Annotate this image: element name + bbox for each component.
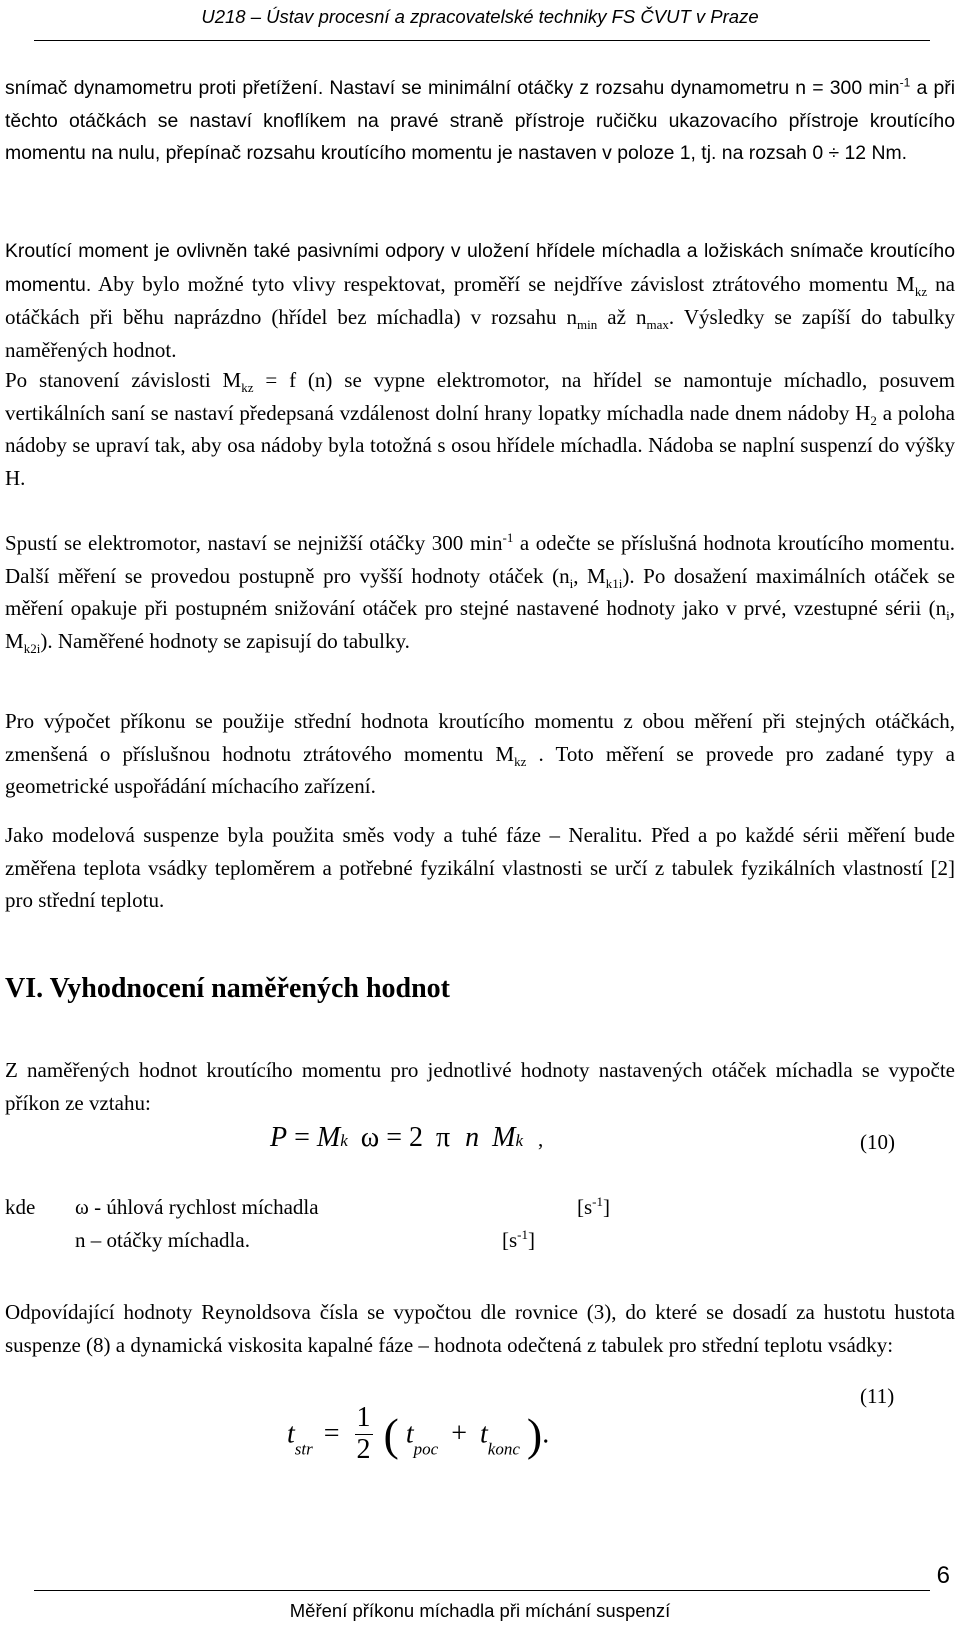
eq10-two: 2 [409, 1122, 424, 1153]
p4-sup: -1 [502, 530, 514, 545]
p4-text-a: Spustí se elektromotor, nastaví se nejnižší otáčky 300 min [5, 531, 503, 555]
equation-10 [270, 1122, 543, 1154]
p7-text-a: Z naměřených hodnot kroutícího momentu pro jednotlivé hodnoty nastavených otáček míchadla se vypočte příkon ze vztahu: [5, 1058, 955, 1115]
p2-text-e: . Výsledky se zapíší do tabulky naměřených hodnot. [5, 305, 955, 362]
equation-11 [287, 1403, 549, 1466]
n-unit-end: ] [528, 1228, 536, 1252]
p1-text-b: a při těchto otáčkách se nastaví knoflíkem na pravé straně přístroje ručičku ukazovacího přístroje kroutícího momentu na nulu, přepínač rozsahu kroutícího momentu je nastaven v poloze 1, tj. na rozsah 0 ÷ 12 Nm. [5, 77, 955, 165]
legend-n-unit [502, 1228, 535, 1253]
legend-omega-label: ω - úhlová rychlost míchadla [75, 1195, 319, 1219]
eq10-equals-2: = [386, 1122, 403, 1153]
p5-sub-kz: kz [514, 753, 527, 769]
p4-sub-i2: i [946, 608, 950, 624]
header-title: U218 – Ústav procesní a zpracovatelské techniky FS ČVUT v Praze [201, 6, 759, 27]
section-heading: VI. Vyhodnocení naměřených hodnot [5, 973, 450, 1004]
paragraph-1 [5, 72, 955, 170]
p1-sup: -1 [899, 75, 911, 90]
paragraph-8 [5, 1296, 955, 1361]
eq10-M: M [316, 1122, 341, 1153]
paragraph-7 [5, 1054, 955, 1119]
p2-text-c: na otáčkách při běhu naprázdno (hřídel bez míchadla) v rozsahu n [5, 271, 955, 330]
eq11-t-poc: t [405, 1418, 414, 1450]
p4-sub-i: i [569, 575, 574, 591]
eq10-M-2: M [492, 1122, 516, 1153]
p4-text-d: ). Po dosažení maximálních otáček se měření opakuje při postupném snižování otáček pro stejné nastavené hodnoty jako v prvé, vzestupné sérii (n [5, 563, 955, 621]
paragraph-4 [5, 527, 955, 657]
legend-omega-unit [577, 1195, 610, 1220]
eq10-k-sub-2: k [515, 1131, 524, 1150]
p5-text-a: Pro výpočet příkonu se použije střední hodnota kroutícího momentu z obou měření při stejných otáčkách, zmenšená o příslušnou hodnotu ztrátového momentu M [5, 709, 955, 766]
omega-unit-end: ] [603, 1195, 611, 1219]
eq11-period: . [542, 1418, 550, 1450]
n-unit-sup: -1 [517, 1227, 529, 1242]
footer-rule [34, 1590, 930, 1591]
eq11-equals: = [323, 1418, 340, 1450]
paragraph-2 [5, 234, 955, 366]
eq10-P: P [270, 1122, 288, 1153]
eq11-t-konc: t [480, 1418, 488, 1450]
p3-sub-kz: kz [241, 380, 254, 396]
p2-sub-max: max [646, 317, 669, 333]
eq11-number: (11) [860, 1384, 895, 1408]
paragraph-6 [5, 819, 955, 917]
p8-text-a: Odpovídající hodnoty Reynoldsova čísla se vypočtou dle rovnice (3), do které se dosadí za hustotu hustota suspenze (8) a dynamická viskosita kapalné fáze – hodnota odečtená z tabulek pro střední teplotu vsádky: [5, 1300, 955, 1357]
eq10-omega: ω [360, 1122, 380, 1153]
eq11-t: t [287, 1418, 295, 1450]
eq10-number: (10) [860, 1130, 895, 1154]
eq11-konc-sub: konc [487, 1439, 520, 1459]
header-rule [34, 40, 930, 41]
p4-sub-k2i: k2i [23, 640, 41, 656]
omega-unit-base: [s [577, 1195, 593, 1219]
p4-text-e: , M [5, 596, 955, 653]
eq10-equals: = [294, 1122, 310, 1153]
p4-text-b: a odečte se příslušná hodnota kroutícího momentu. Další měření se provedou postupně pro vyšší hodnoty otáček (n [5, 531, 955, 588]
p3-text-c: a poloha nádoby se upraví tak, aby osa nádoby byla totožná s osou hřídele míchadla. Nádoba se naplní suspenzí do výšky H. [5, 400, 955, 490]
eq11-rparen: ) [526, 1408, 543, 1460]
eq11-numerator: 1 [356, 1402, 371, 1433]
p4-text-f: ). Naměřené hodnoty se zapisují do tabulky. [40, 628, 410, 653]
eq11-plus: + [451, 1418, 467, 1450]
p2-sub-min: min [577, 317, 598, 333]
eq11-str-sub: str [294, 1439, 313, 1459]
p3-text-b: = f (n) se vypne elektromotor, na hřídel se namontuje míchadlo, posuvem vertikálních saní se nastaví předepsaná vzdálenost dolní hrany lopatky míchadla nade dnem nádoby H [5, 368, 955, 425]
p6-text-a: Jako modelová suspenze byla použita směs vody a tuhé fáze – Neralitu. Před a po každé sérii měření bude změřena teplota vsádky teploměrem a potřebné fyzikální vlastnosti se určí z tabulek fyzikálních vlastností [2] pro střední teplotu. [5, 823, 955, 913]
p2-text-b: Aby bylo možné tyto vlivy respektovat, proměří se nejdříve závislost ztrátového momentu M [91, 271, 915, 296]
eq10-pi: π [436, 1122, 451, 1153]
p1-text-a: snímač dynamometru proti přetížení. Nastaví se minimální otáčky z rozsahu dynamometru n = 300 min [5, 77, 900, 99]
eq10-comma: , [538, 1127, 544, 1151]
eq11-denominator: 2 [356, 1433, 371, 1465]
omega-unit-sup: -1 [592, 1194, 604, 1209]
eq11-lparen: ( [383, 1408, 399, 1460]
n-unit-base: [s [502, 1228, 518, 1252]
p3-text-a: Po stanovení závislosti M [5, 368, 242, 392]
paragraph-3 [5, 364, 955, 494]
eq11-poc-sub: poc [413, 1439, 439, 1459]
p2-sub-kz: kz [914, 283, 928, 299]
legend-n-label: n – otáčky míchadla. [75, 1228, 250, 1252]
legend-kde: kde [5, 1195, 36, 1219]
p2-text-a: Kroutící moment je ovlivněn také pasivními odpory v uložení hřídele míchadla a ložiskách snímače kroutícího momentu. [5, 240, 955, 296]
p2-text-d: až n [597, 305, 647, 330]
p4-text-c: , M [573, 563, 606, 588]
p4-sub-k1i: k1i [605, 575, 623, 591]
footer-title: Měření příkonu míchadla při míchání suspenzí [289, 1600, 671, 1621]
paragraph-5 [5, 705, 955, 803]
eq11-fraction [355, 1403, 373, 1466]
p3-sub-2: 2 [870, 412, 877, 428]
page-number: 6 [936, 1562, 950, 1589]
eq10-n: n [465, 1122, 480, 1153]
p5-text-b: . Toto měření se provede pro zadané typy a geometrické uspořádání míchacího zařízení. [5, 741, 955, 799]
eq10-k-sub: k [340, 1131, 348, 1150]
